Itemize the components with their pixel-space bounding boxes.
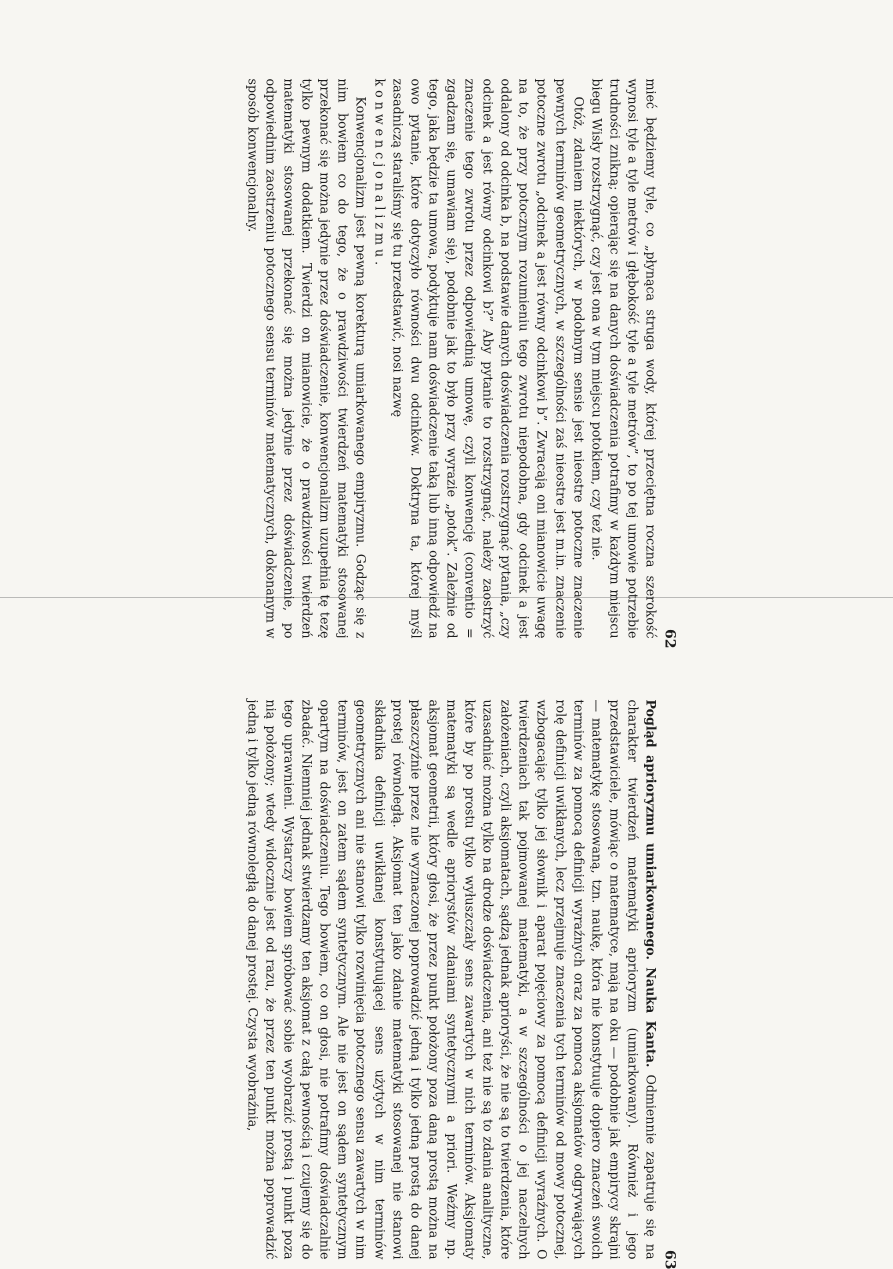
page-63 bbox=[234, 699, 677, 1269]
paragraph: mieć będziemy tyle, co „płynąca struga wody, której przeciętna roczna szerokość wynosi tyle a tyle metrów i głębokość tyle a tyle metrów”, to po tej umowie potrzebie trudności znikną; opierając się na danych doświadczenia potrafimy w każdym miejscu biegu Wisły rozstrzygnąć, czy jest ona w tym miejscu potokiem, czy też nie. bbox=[588, 78, 658, 638]
section-heading: Pogląd aprioryzmu umiarkowanego. Nauka Kanta. bbox=[643, 699, 658, 1067]
paragraph: Otóż, zdaniem niektórych, w podobnym sensie jest nieostre potoczne znaczenie pewnych terminów geometrycznych, w szczególności zaś nieostre jest m.in. znaczenie potoczne zwrotu „odcinek a jest równy odcinkowi b”. Zwracają oni mianowicie uwagę na to, że przy potocznym rozumieniu tego zwrotu niepodobna, gdy odcinek a jest oddalony od odcinka b, na podstawie danych doświadczenia rozstrzygnąć pytania, „czy odcinek a jest równy odcinkowi b?” Aby pytanie to rozstrzygnąć, należy zaostrzyć znaczenie tego zwrotu przez odpowiednią umowę, czyli konwencję (conventio = zgadzam się, umawiam się), podobnie jak to było przy wyrazie „potok”. Zależnie od tego, jaka będzie ta umowa, podyktuje nam doświadczenie taką lub inną odpowiedź na owo pytanie, które dotyczyło równości dwu odcinków. Doktryna ta, której myśl zasadniczą staraliśmy się tu przedstawić, nosi nazwę bbox=[389, 78, 586, 638]
page-62 bbox=[234, 78, 677, 648]
page-text bbox=[243, 699, 659, 1259]
paragraph: Konwencjonalizm jest pewną korekturą umiarkowanego empiryzmu. Godząc się z nim bowiem co do tego, że o prawdziwości twierdzeń matematyki stosowanej przekonać się można jedynie przez doświadczenie, konwencjonalizm uzupełnia tę tezę tylko pewnym dodatkiem. Twierdzi on mianowicie, że o prawdziwości twierdzeń matematyki stosowanej przekonać się można jedynie przez doświadczenie, po odpowiednim zaostrzeniu potocznego sensu terminów matematycznych, dokonanym w sposób konwencjonalny. bbox=[244, 78, 369, 638]
paragraph bbox=[243, 699, 659, 1259]
page-number: 62 bbox=[661, 628, 677, 648]
paragraph-body: Odmiennie zapatruje się na charakter twierdzeń matematyki aprioryzm (umiarkowany). Również i jego przedstawiciele, mówiąc o matematyce, mają na oku — podobnie jak empirycy skrajni — matematykę stosowaną, tzn. naukę, która nie konstytuuje dopiero znaczeń swoich terminów za pomocą definicji wyraźnych oraz za pomocą aksjomatów odgrywających rolę definicji uwikłanych, lecz przejmuje znaczenia tych terminów od mowy potocznej, wzbogacając tylko jej słownik i aparat pojęciowy za pomocą definicji wyraźnych. O twierdzeniach tak pojmowanej matematyki, a w szczególności o jej naczelnych założeniach, czyli aksjomatach, sądzą jednak aprioryści, że nie są to twierdzenia, które uzasadniać można tylko na drodze doświadczenia, ani też nie są to zdania analityczne, które by po prostu tylko wyłuszczały sens zawartych w nich terminów. Aksjomaty matematyki są wedle apriorystów zdaniami syntetycznymi a priori. Weźmy np. aksjomat geometrii, który głosi, że przez punkt położony poza daną prostą można na płaszczyźnie przez nie wyznaczonej poprowadzić jedną i tylko jedną prostą do danej prostej równoległą. Aksjomat ten jako zdanie matematyki stosowanej nie stanowi składnika definicji uwikłanej konstytuującej sens użytych w nim terminów geometrycznych ani nie stanowi tylko rozwinięcia potocznego sensu zawartych w nim terminów, jest on zatem sądem syntetycznym. Ale nie jest on sądem syntetycznym opartym na doświadczeniu. Tego bowiem, co on głosi, nie potrafimy doświadczalnie zbadać. Niemniej jednak stwierdzamy ten aksjomat z całą pewnością i czujemy się do tego uprawnieni. Wystarczy bowiem spróbować sobie wyobrazić prostą i punkt poza nią położony; wtedy widocznie jest od razu, że przez ten punkt można poprowadzić jedną i tylko jedną równoległą do danej prostej. Czysta wyobraźnia, bbox=[244, 699, 658, 1259]
page-number: 63 bbox=[661, 1249, 677, 1269]
spaced-term: konwencjonalizmu. bbox=[371, 78, 387, 269]
page-text bbox=[243, 78, 659, 638]
